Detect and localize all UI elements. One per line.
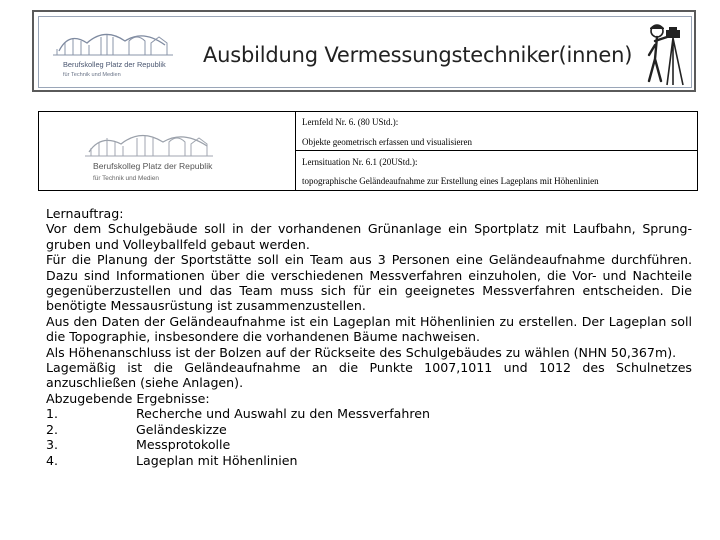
- paragraph-2: Für die Planung der Sportstätte soll ein Team aus 3 Personen eine Geländeaufnahme durchführen. Dazu sind Informationen über die verschiedenen Messverfahren einzuholen, die Vor- und Nachteile gegenüberzustellen und das Team muss sich für ein geeignetes Messverfahren entscheiden. Die benötigte Messausrüstung ist zusammenzustellen.: [46, 252, 692, 314]
- list-item-text: Recherche und Auswahl zu den Messverfahren: [136, 406, 430, 422]
- school-logo-small-icon: [83, 122, 253, 184]
- list-item-text: Messprotokolle: [136, 437, 231, 453]
- info-logo-cell: [38, 111, 296, 191]
- list-item-number: 4.: [46, 452, 59, 468]
- info-logo-text-line1: Berufskolleg Platz der Republik: [93, 161, 213, 171]
- logo-text-line2: für Technik und Medien: [63, 72, 121, 78]
- list-item-number: 3.: [46, 437, 59, 453]
- lernsituation-title: topographische Geländeaufnahme zur Erstellung eines Lageplans mit Höhenlinien: [302, 176, 599, 186]
- lernsituation-cell: [296, 151, 698, 191]
- list-item: [46, 437, 692, 452]
- list-item-text: Lageplan mit Höhenlinien: [136, 452, 298, 468]
- list-item-text: Geländeskizze: [136, 421, 227, 437]
- paragraph-4: Als Höhenanschluss ist der Bolzen auf der Rückseite des Schulgebäudes zu wählen (NHN 50,367m).: [46, 344, 677, 360]
- lernauftrag-heading: Lernauftrag:: [46, 206, 124, 221]
- school-logo-icon: [47, 23, 197, 81]
- info-logo-text-line2: für Technik und Medien: [93, 175, 159, 182]
- logo-text-line1: Berufskolleg Platz der Republik: [63, 60, 166, 69]
- surveyor-icon: [639, 19, 695, 89]
- lernsituation-label: Lernsituation Nr. 6.1 (20UStd.):: [302, 157, 418, 167]
- page-title: Ausbildung Vermessungstechniker(innen): [203, 43, 633, 67]
- header-banner: [32, 10, 696, 92]
- lernfeld-label: Lernfeld Nr. 6. (80 UStd.):: [302, 117, 399, 127]
- lernfeld-cell: [296, 111, 698, 151]
- list-item: [46, 422, 692, 437]
- list-item-number: 1.: [46, 406, 59, 422]
- paragraph-1: Vor dem Schulgebäude soll in der vorhandenen Grünanlage ein Sportplatz mit Laufbahn, Sprung-gruben und Volleyballfeld gebaut werden.: [46, 221, 692, 252]
- list-item-number: 2.: [46, 421, 59, 437]
- document-body: [46, 206, 692, 468]
- lernfeld-title: Objekte geometrisch erfassen und visualisieren: [302, 137, 472, 147]
- list-item: [46, 406, 692, 421]
- header-banner-inner: [38, 16, 692, 88]
- results-heading: Abzugebende Ergebnisse:: [46, 390, 210, 406]
- list-item: [46, 453, 692, 468]
- paragraph-5: Lagemäßig ist die Geländeaufnahme an die Punkte 1007,1011 und 1012 des Schulnetzes anzuschließen (siehe Anlagen).: [46, 360, 692, 391]
- paragraph-3: Aus den Daten der Geländeaufnahme ist ein Lageplan mit Höhenlinien zu erstellen. Der Lageplan soll die Topographie, insbesondere die vorhandenen Bäume nachweisen.: [46, 313, 692, 345]
